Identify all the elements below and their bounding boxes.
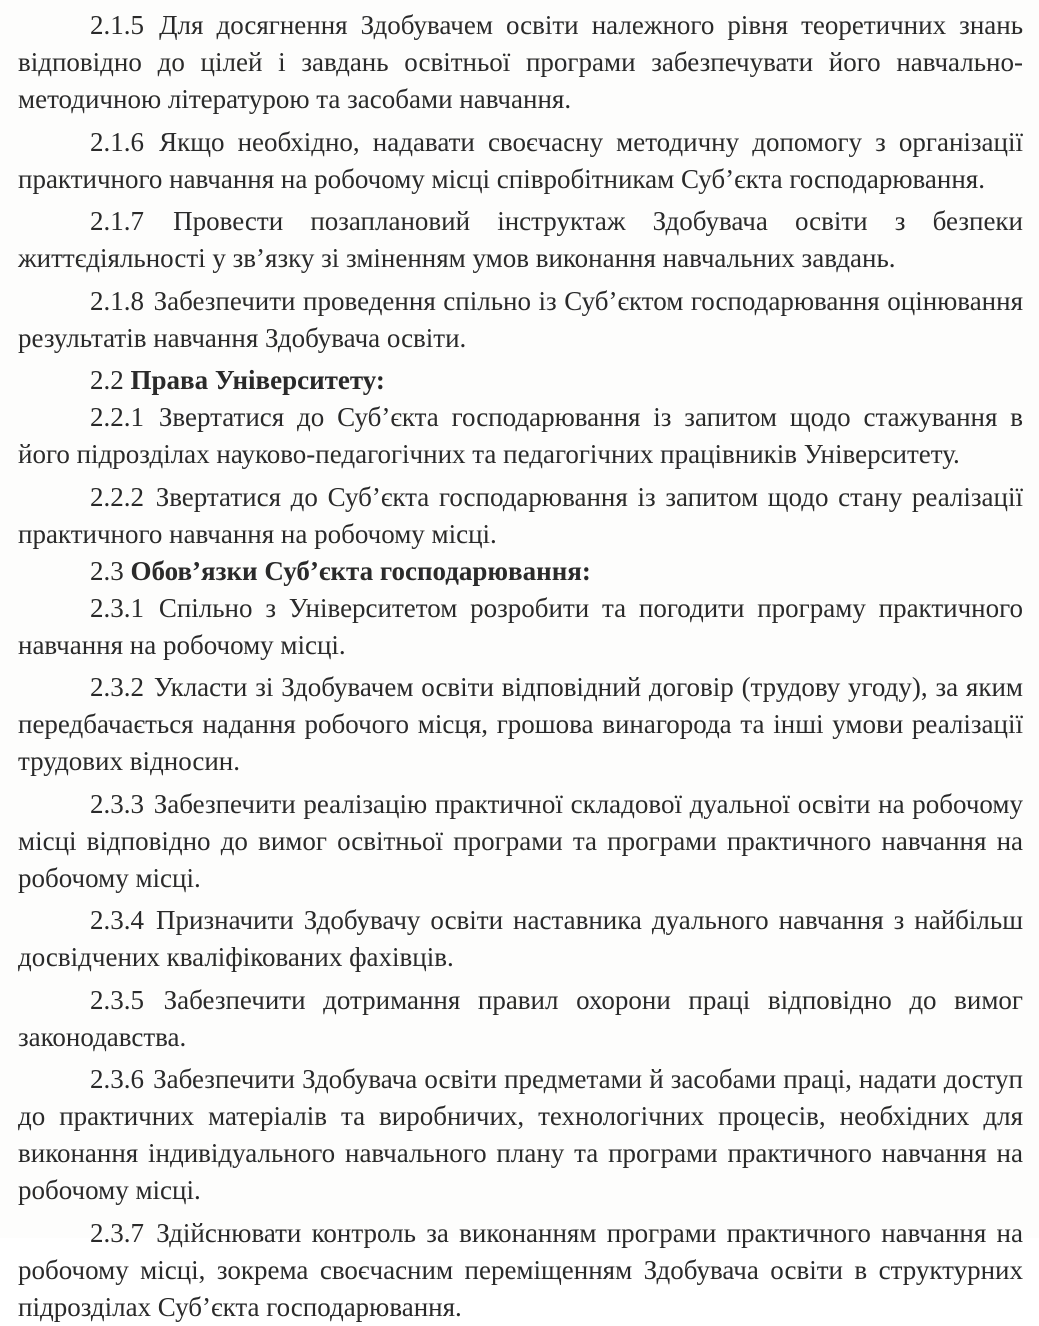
clause-number: 2.3.4: [90, 905, 144, 935]
clause-text: Звертатися до Суб’єкта господарювання із запитом щодо стану реалізації практичного навчання на робочому місці.: [18, 481, 1023, 549]
clause-2-3-3: [18, 786, 1023, 897]
section-heading-2-2: [18, 362, 1023, 399]
clause-text: Спільно з Університетом розробити та погодити програму практичного навчання на робочому місці.: [18, 592, 1023, 660]
clause-text: Забезпечити проведення спільно із Суб’єктом господарювання оцінювання результатів навчання Здобувача освіти.: [18, 285, 1024, 353]
clause-2-1-6: [18, 124, 1023, 198]
clause-number: 2.1.5: [90, 10, 144, 40]
clause-2-3-5: [18, 982, 1023, 1056]
clause-number: 2.3.7: [90, 1217, 144, 1248]
clause-text: Для досягнення Здобувачем освіти належного рівня теоретичних знань відповідно до цілей і завдань освітньої програми забезпечувати його навчально-методичною літературою та засобами навчання.: [18, 10, 1024, 114]
clause-2-3-1: [18, 590, 1023, 664]
clause-number: 2.2.2: [90, 481, 144, 512]
section-heading-2-3: [18, 553, 1023, 590]
clause-2-1-8: [18, 283, 1023, 357]
clause-number: 2.2.1: [90, 402, 144, 432]
clause-text: Забезпечити реалізацію практичної складової дуальної освіти на робочому місці відповідно до вимог освітньої програми та програми практичного навчання на робочому місці.: [18, 788, 1023, 893]
clause-2-2-2: [18, 479, 1023, 553]
clause-2-3-2: [18, 669, 1023, 780]
clause-text: Забезпечити Здобувача освіти предметами й засобами праці, надати доступ до практичних матеріалів та виробничих, технологічних процесів, необхідних для виконання індивідуального навчального плану та програми практичного навчання на робочому місці.: [18, 1064, 1024, 1205]
clause-number: 2.1.8: [90, 285, 144, 316]
section-number: 2.3: [90, 555, 124, 586]
clause-text: Укласти зі Здобувачем освіти відповідний договір (трудову угоду), за яким передбачається надання робочого місця, грошова винагорода та інші умови реалізації трудових відносин.: [18, 672, 1023, 776]
clause-2-3-4: [18, 902, 1023, 976]
clause-number: 2.3.5: [90, 984, 144, 1015]
clause-text: Якщо необхідно, надавати своєчасну методичну допомогу з організації практичного навчання на робочому місці співробітникам Суб’єкта господарювання.: [18, 126, 1023, 194]
clause-text: Забезпечити дотримання правил охорони праці відповідно до вимог законодавства.: [18, 984, 1024, 1052]
clause-number: 2.3.1: [90, 592, 144, 623]
clause-number: 2.3.3: [90, 788, 144, 819]
clause-2-2-1: [18, 399, 1023, 473]
clause-2-3-7: [18, 1215, 1023, 1326]
clause-text: Здійснювати контроль за виконанням програми практичного навчання на робочому місці, зокрема своєчасним переміщенням Здобувача освіти в структурних підрозділах Суб’єкта господарювання.: [18, 1217, 1023, 1322]
clause-text: Призначити Здобувачу освіти наставника дуального навчання з найбільш досвідчених кваліфікованих фахівців.: [18, 905, 1023, 972]
clause-2-3-6: [18, 1061, 1023, 1209]
clause-number: 2.1.7: [90, 206, 144, 236]
clause-number: 2.1.6: [90, 126, 144, 157]
clause-2-1-5: [18, 7, 1023, 118]
section-title: Обов’язки Суб’єкта господарювання:: [130, 555, 591, 586]
clause-2-1-7: [18, 203, 1023, 277]
section-number: 2.2: [90, 365, 124, 395]
clause-number: 2.3.2: [90, 672, 144, 702]
section-title: Права Університету:: [130, 365, 385, 395]
clause-text: Звертатися до Суб’єкта господарювання із запитом щодо стажування в його підрозділах науково-педагогічних та педагогічних працівників Університету.: [18, 402, 1024, 469]
clause-text: Провести позаплановий інструктаж Здобувача освіти з безпеки життєдіяльності у зв’язку зі зміненням умов виконання навчальних завдань.: [18, 206, 1023, 273]
clause-number: 2.3.6: [90, 1064, 144, 1094]
